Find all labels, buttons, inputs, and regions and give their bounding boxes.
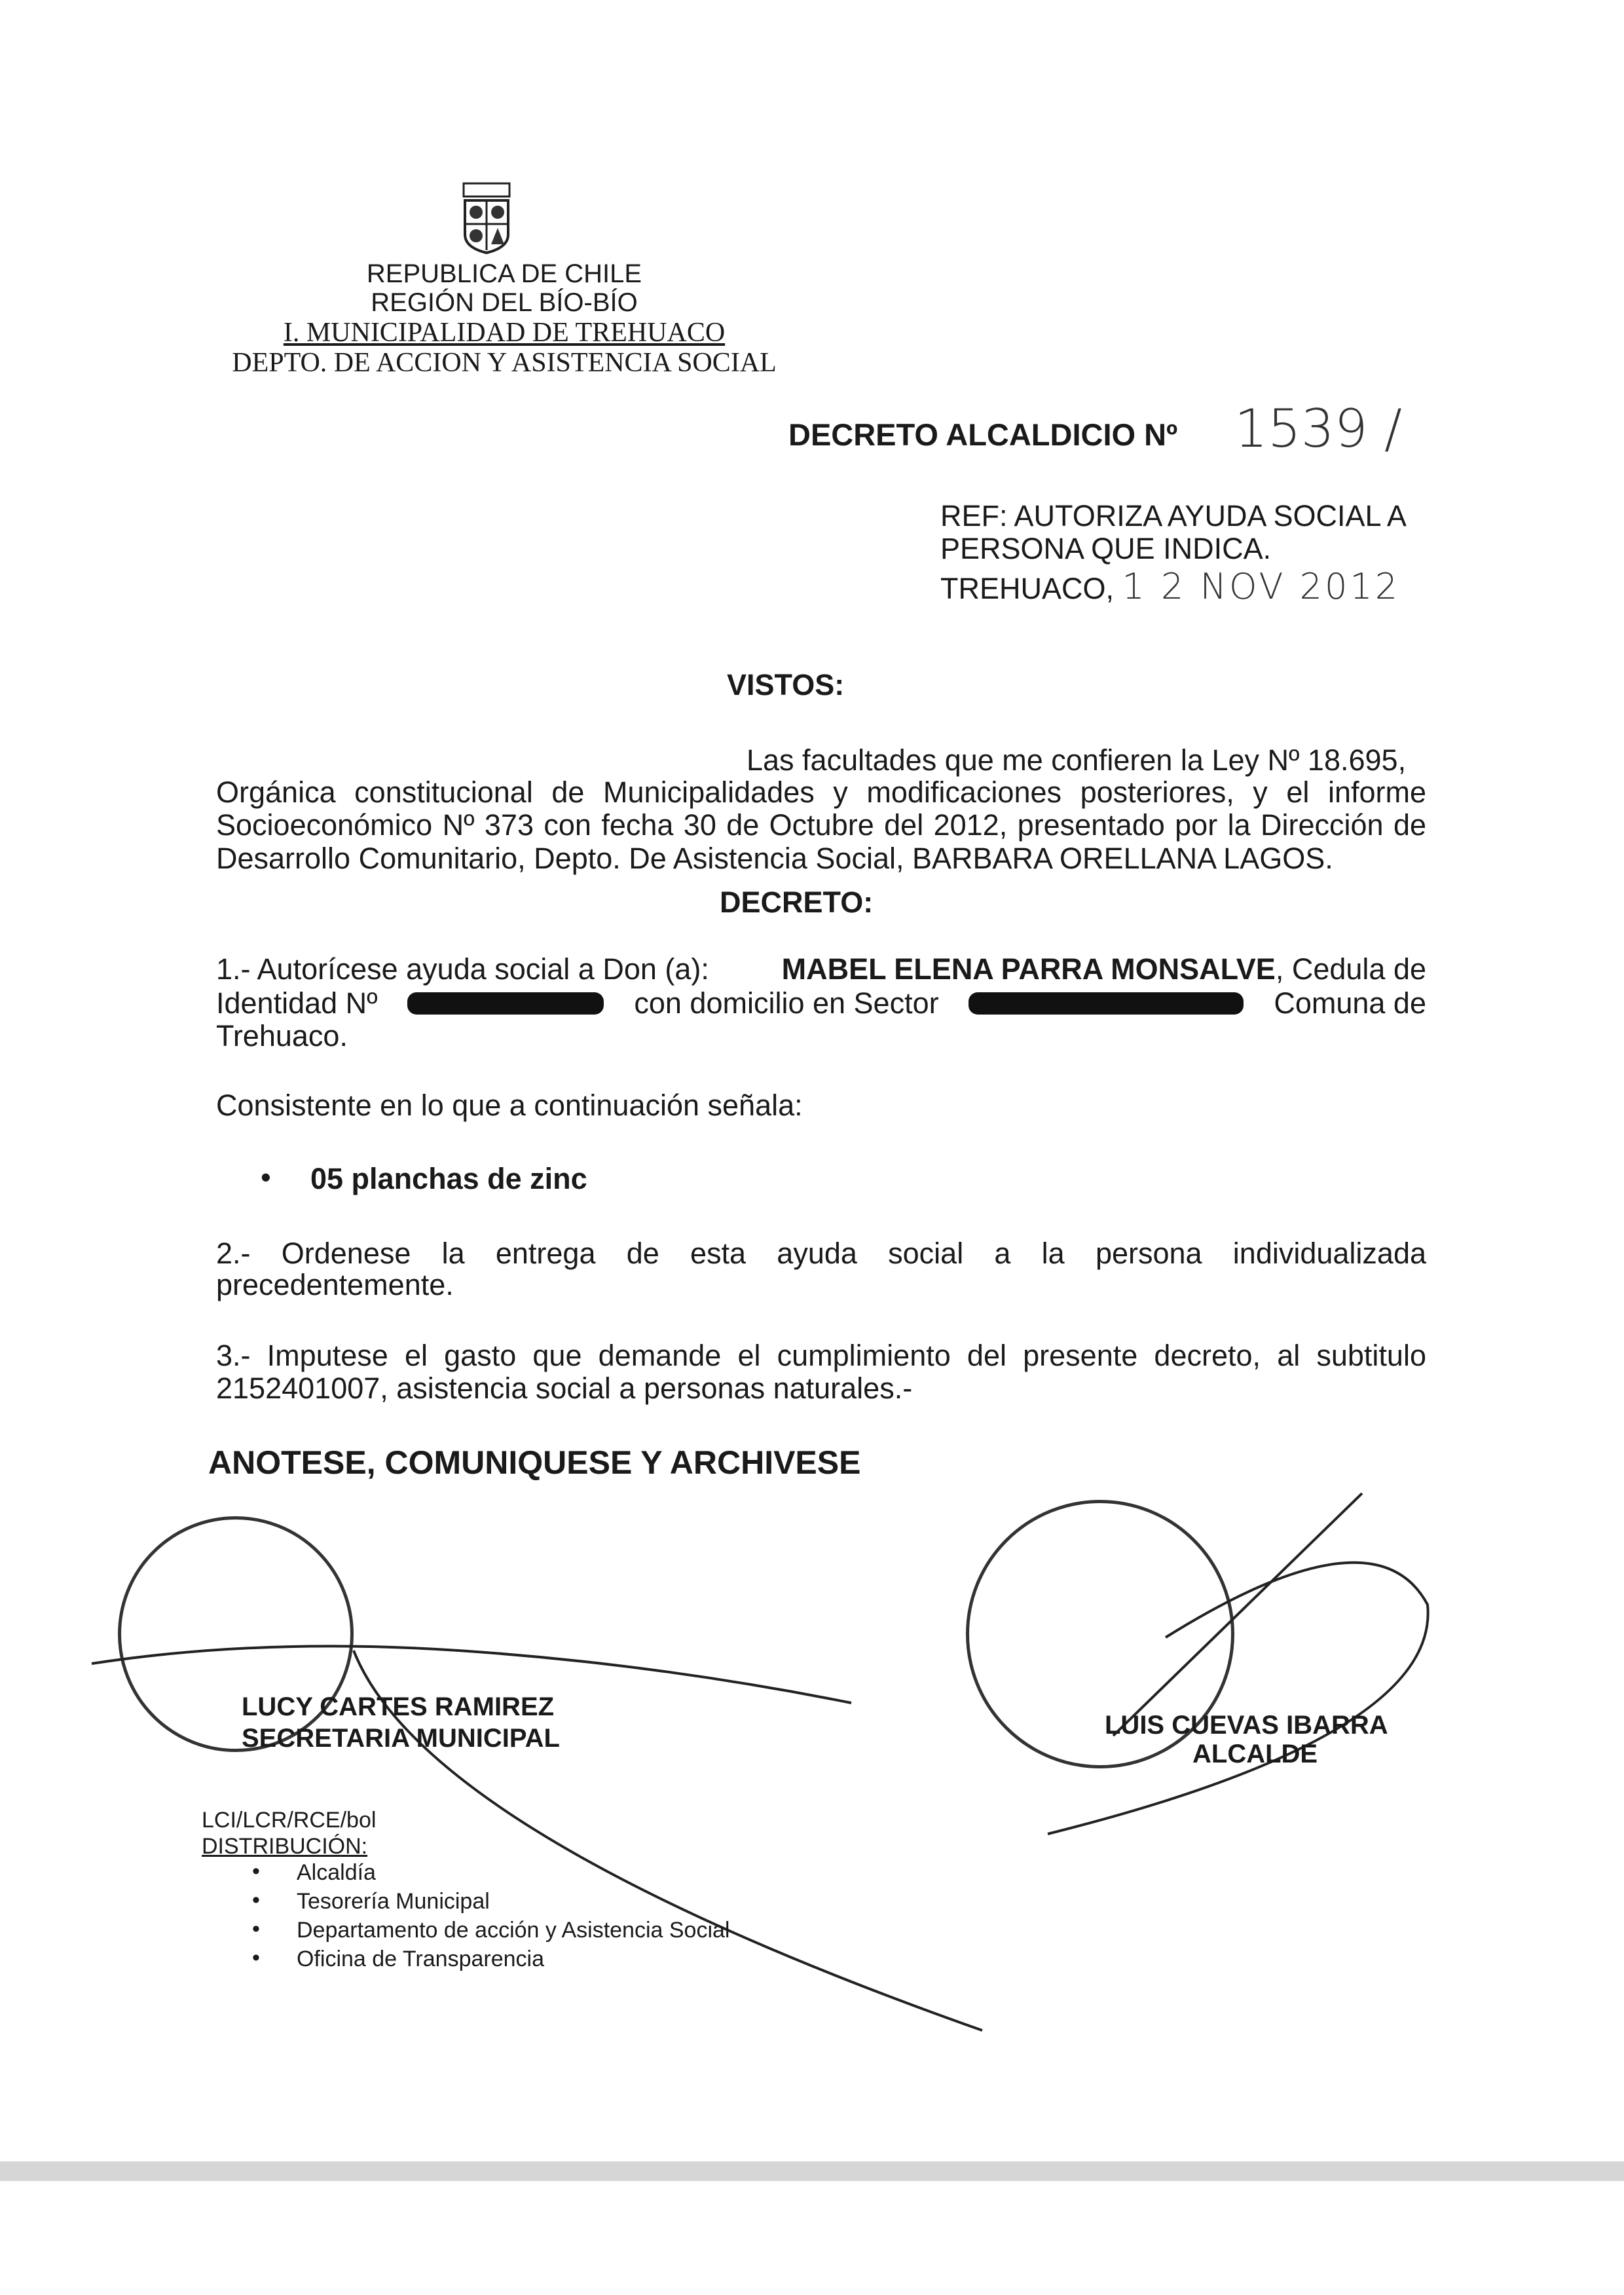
distribution-heading: DISTRIBUCIÓN: bbox=[202, 1834, 368, 1859]
bullet: • bbox=[252, 1945, 260, 1970]
bullet: • bbox=[252, 1859, 260, 1884]
vistos-line: Socioeconómico Nº 373 con fecha 30 de Octubre del 2012, presentado por la Dirección de bbox=[216, 808, 1426, 842]
vistos-line: Las facultades que me confieren la Ley Nº 18.695, bbox=[747, 743, 1407, 777]
p2-line-2: precedentemente. bbox=[216, 1268, 454, 1301]
vistos-line: Desarrollo Comunitario, Depto. De Asistencia Social, BARBARA ORELLANA LAGOS. bbox=[216, 842, 1333, 875]
header-department: DEPTO. DE ACCION Y ASISTENCIA SOCIAL bbox=[232, 348, 777, 378]
distribution-item: Departamento de acción y Asistencia Social bbox=[297, 1918, 730, 1943]
address-label: con domicilio en Sector bbox=[634, 986, 939, 1020]
commune-label: Comuna de bbox=[1274, 986, 1426, 1020]
scan-edge-band bbox=[0, 2161, 1624, 2181]
distribution-item: Oficina de Transparencia bbox=[297, 1947, 544, 1971]
closing-text: ANOTESE, COMUNIQUESE Y ARCHIVESE bbox=[208, 1444, 861, 1481]
aid-item: 05 planchas de zinc bbox=[310, 1162, 587, 1195]
decree-number-handwritten: 1539 / bbox=[1234, 398, 1402, 459]
initials: LCI/LCR/RCE/bol bbox=[202, 1808, 377, 1833]
redacted-id bbox=[407, 992, 604, 1015]
date-stamp: 1 2 NOV 2012 bbox=[1122, 566, 1401, 607]
distribution-item: Alcaldía bbox=[297, 1860, 376, 1885]
p2-line-1: 2.- Ordenese la entrega de esta ayuda social a la persona individualizada bbox=[216, 1237, 1426, 1270]
header-region: REGIÓN DEL BÍO-BÍO bbox=[371, 288, 638, 317]
p1-rest: , Cedula de bbox=[1275, 952, 1426, 986]
p3-line-2: 2152401007, asistencia social a personas naturales.- bbox=[216, 1371, 913, 1405]
bullet: • bbox=[261, 1161, 271, 1194]
place-date bbox=[940, 566, 1400, 607]
p1-line-3: Trehuaco. bbox=[216, 1019, 348, 1053]
place-label: TREHUACO, bbox=[940, 572, 1115, 605]
paragraph-1-line-1 bbox=[216, 952, 1426, 986]
vistos-heading: VISTOS: bbox=[727, 668, 845, 701]
distribution-item: Tesorería Municipal bbox=[297, 1889, 490, 1914]
consistente-text: Consistente en lo que a continuación señala: bbox=[216, 1089, 803, 1122]
id-label: Identidad Nº bbox=[216, 986, 378, 1020]
mayor-name: LUIS CUEVAS IBARRA bbox=[1105, 1711, 1388, 1740]
secretary-name: LUCY CARTES RAMIREZ bbox=[242, 1692, 555, 1721]
decreto-heading: DECRETO: bbox=[720, 886, 874, 919]
redacted-address bbox=[969, 992, 1244, 1015]
paragraph-1-line-2 bbox=[216, 986, 1426, 1020]
secretary-title: SECRETARIA MUNICIPAL bbox=[242, 1724, 560, 1753]
decree-title: DECRETO ALCALDICIO Nº bbox=[788, 417, 1178, 452]
p3-line-1: 3.- Imputese el gasto que demande el cumplimiento del presente decreto, al subtitulo bbox=[216, 1339, 1426, 1372]
bullet: • bbox=[252, 1888, 260, 1912]
mayor-title: ALCALDE bbox=[1192, 1740, 1318, 1768]
ref-line-1: REF: AUTORIZA AYUDA SOCIAL A bbox=[940, 499, 1407, 532]
bullet: • bbox=[252, 1916, 260, 1941]
header-republic: REPUBLICA DE CHILE bbox=[366, 259, 642, 288]
beneficiary-name: MABEL ELENA PARRA MONSALVE bbox=[781, 952, 1276, 986]
vistos-line: Orgánica constitucional de Municipalidades y modificaciones posteriores, y el informe bbox=[216, 775, 1426, 809]
header-municipality: I. MUNICIPALIDAD DE TREHUACO bbox=[283, 318, 726, 348]
ref-line-2: PERSONA QUE INDICA. bbox=[940, 532, 1272, 565]
p1-start: 1.- Autorícese ayuda social a Don (a): bbox=[216, 952, 709, 986]
municipal-crest-icon bbox=[452, 182, 521, 254]
